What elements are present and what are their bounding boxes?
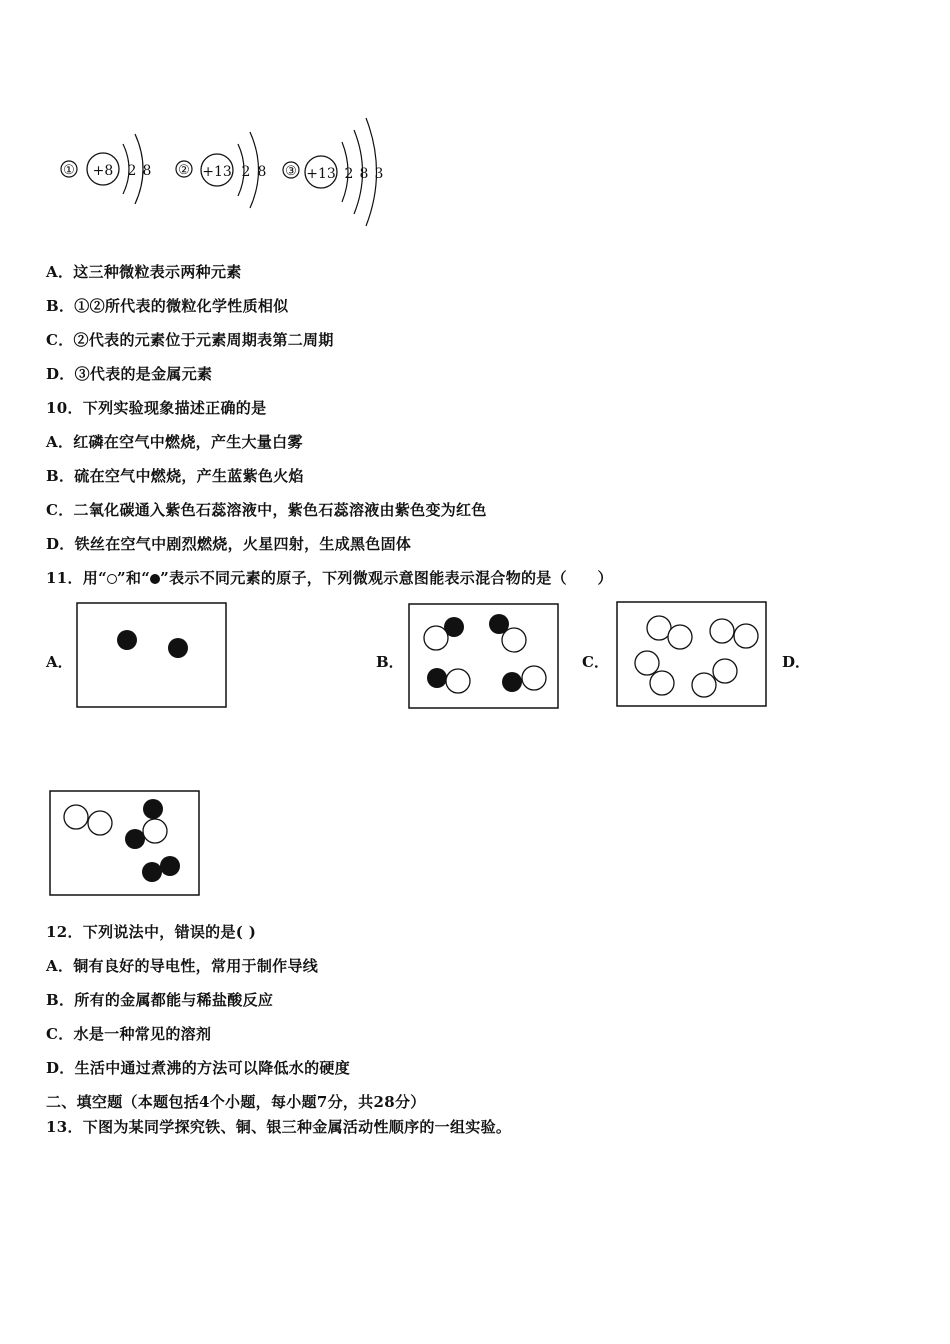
q10-option-b (46, 465, 304, 486)
open-circle-atom-icon (107, 574, 117, 584)
q12-option-c (46, 1023, 211, 1044)
q12-option-d-letter: D． (46, 1059, 75, 1077)
q11-stem-part3: ”表示不同元素的原子，下列微观示意图能表示混合物的是（ ） (160, 569, 613, 587)
atom-open (64, 805, 88, 829)
atom-filled (502, 672, 522, 692)
q9-option-d-text: ③代表的是金属元素 (74, 365, 213, 383)
q10-option-d-letter: D． (46, 535, 75, 553)
q11-option-a-label: A． (46, 653, 73, 671)
q10-stem: 10．下列实验现象描述正确的是 (46, 399, 267, 417)
q11-diagram-d (49, 790, 201, 898)
atom-open (734, 624, 758, 648)
atom-open (713, 659, 737, 683)
atom-filled (125, 829, 145, 849)
structure-3 (283, 118, 383, 226)
q11-diagram-b (408, 603, 560, 711)
atom-open (522, 666, 546, 690)
q11-diagram-c (616, 601, 768, 709)
q12-option-d (46, 1057, 350, 1078)
structure-2-nucleus: +13 (202, 164, 232, 180)
q9-option-c-text: ②代表的元素位于元素周期表第二周期 (73, 331, 334, 349)
atom-open (650, 671, 674, 695)
structure-3-shell-1: 2 (344, 166, 354, 182)
q10-option-d (46, 533, 411, 554)
structure-1-nucleus: +8 (92, 163, 114, 179)
q10-option-a (46, 431, 303, 452)
structure-1-shell-2: 8 (142, 163, 152, 179)
q11-option-c-label: C． (582, 653, 609, 671)
q9-option-a (46, 261, 242, 282)
atom-open (424, 626, 448, 650)
atom-open (143, 819, 167, 843)
q12-option-a (46, 955, 318, 976)
structure-2-index: ② (178, 163, 190, 178)
structure-2-shell-1: 2 (241, 164, 251, 180)
q12-option-c-text: 水是一种常见的溶剂 (73, 1025, 212, 1043)
q10-option-c-letter: C． (46, 501, 74, 519)
q11-option-d-label: D． (782, 653, 811, 671)
structure-1-shell-1: 2 (127, 163, 137, 179)
q10-option-c (46, 499, 487, 520)
q9-option-c-letter: C． (46, 331, 74, 349)
atom-open (635, 651, 659, 675)
q11-option-b-label: B． (376, 653, 404, 671)
q9-option-b (46, 295, 288, 316)
atom-filled (143, 799, 163, 819)
q12-option-a-letter: A． (46, 957, 74, 975)
q10-option-b-text: 硫在空气中燃烧，产生蓝紫色火焰 (74, 467, 304, 485)
q10-option-c-text: 二氧化碳通入紫色石蕊溶液中，紫色石蕊溶液由紫色变为红色 (73, 501, 487, 519)
atom-open (88, 811, 112, 835)
atom-open (502, 628, 526, 652)
atom-filled (427, 668, 447, 688)
structure-3-shell-3: 3 (374, 166, 384, 182)
structure-1-index: ① (63, 163, 75, 178)
atom-filled (168, 638, 188, 658)
q11-stem-part2: ”和“ (117, 569, 151, 587)
q9-option-b-text: ①②所代表的微粒化学性质相似 (74, 297, 289, 315)
atom-filled (117, 630, 137, 650)
atom-open (692, 673, 716, 697)
structure-2 (176, 132, 266, 208)
q12-option-d-text: 生活中通过煮沸的方法可以降低水的硬度 (74, 1059, 351, 1077)
q12-option-b (46, 989, 273, 1010)
q10-option-d-text: 铁丝在空气中剧烈燃烧，火星四射，生成黑色固体 (74, 535, 412, 553)
q9-option-c (46, 329, 334, 350)
q10-option-a-text: 红磷在空气中燃烧，产生大量白雾 (73, 433, 303, 451)
q12-option-b-letter: B． (46, 991, 75, 1009)
structure-3-nucleus: +13 (306, 166, 336, 182)
q12-option-c-letter: C． (46, 1025, 74, 1043)
q10-option-a-letter: A． (46, 433, 74, 451)
structure-2-shell-2: 8 (257, 164, 267, 180)
q12-option-b-text: 所有的金属都能与稀盐酸反应 (74, 991, 274, 1009)
structure-1 (61, 134, 151, 204)
q12-stem: 12．下列说法中，错误的是( ) (46, 923, 257, 941)
q11-stem (46, 567, 613, 588)
q9-option-d-letter: D． (46, 365, 75, 383)
atomic-structure-diagram (55, 112, 395, 232)
q9-option-d (46, 363, 212, 384)
q11-diagram-a (76, 602, 228, 710)
q10-option-b-letter: B． (46, 467, 75, 485)
section-2-heading: 二、填空题（本题包括4个小题，每小题7分，共28分） (46, 1093, 426, 1111)
structure-3-shell-2: 8 (359, 166, 369, 182)
q9-option-b-letter: B． (46, 297, 75, 315)
atom-open (668, 625, 692, 649)
atom-filled (160, 856, 180, 876)
q12-option-a-text: 铜有良好的导电性，常用于制作导线 (73, 957, 319, 975)
filled-circle-atom-icon (150, 574, 160, 584)
atom-open (710, 619, 734, 643)
q11-stem-part1: 11．用“ (46, 569, 108, 587)
q13-stem: 13．下图为某同学探究铁、铜、银三种金属活动性顺序的一组实验。 (46, 1118, 512, 1136)
atom-open (446, 669, 470, 693)
atom-filled (142, 862, 162, 882)
structure-3-index: ③ (285, 164, 297, 179)
q9-option-a-text: 这三种微粒表示两种元素 (73, 263, 242, 281)
q9-option-a-letter: A． (46, 263, 74, 281)
